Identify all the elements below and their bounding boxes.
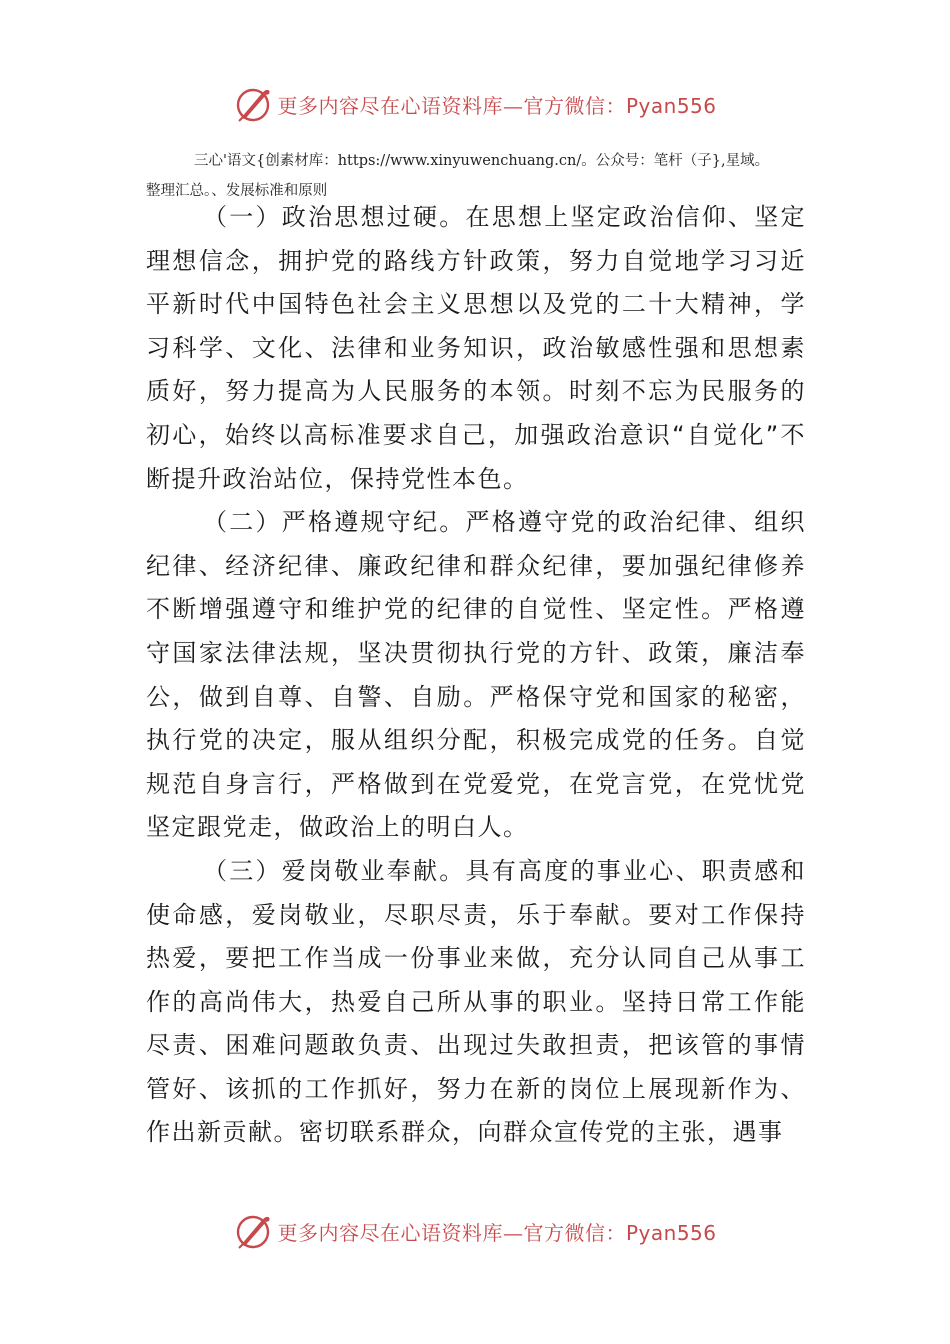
quill-pen-logo-icon [233,84,273,124]
paragraph-dedication: （三）爱岗敬业奉献。具有高度的事业心、职责感和使命感，爱岗敬业，尽职尽责，乐于奉献。要对工作保持热爱，要把工作当成一份事业来做，充分认同自己从事工作的高尚伟大，热爱自己所从事的职业。坚持日常工作能尽责、困难问题敢负责、出现过失敢担责，把该管的事情管好、该抓的工作抓好，努力在新的岗位上展现新作为、作出新贡献。密切联系群众，向群众宣传党的主张，遇事 [146,856,806,1147]
banner-main-text: 更多内容尽在心语资料库 [277,93,503,118]
banner-main-text: 更多内容尽在心语资料库 [277,1220,503,1245]
banner-separator: — [502,93,524,118]
document-body [146,196,806,1155]
banner-wechat-id: Pyan556 [625,1220,717,1245]
paragraph-discipline: （二）严格遵规守纪。严格遵守党的政治纪律、组织纪律、经济纪律、廉政纪律和群众纪律，要加强纪律修养不断增强遵守和维护党的纪律的自觉性、坚定性。严格遵守国家法律法规，坚决贯彻执行党的方针、政策，廉洁奉公，做到自尊、自警、自励。严格保守党和国家的秘密，执行党的决定，服从组织分配，积极完成党的任务。自觉规范自身言行，严格做到在党爱党，在党言党，在党忧党坚定跟党走，做政治上的明白人。 [146,508,806,842]
banner-wechat-label: 官方微信： [523,1220,626,1245]
banner-wechat-label: 官方微信： [523,93,626,118]
banner-wechat-id: Pyan556 [625,93,717,118]
header-note-line-1: 三心'语文{创素材库：https://www.xinyuwenchuang.cn/。公众号：笔杆（子},星域。 [194,153,770,169]
banner-text [277,1217,716,1246]
bottom-banner [0,1211,950,1251]
banner-separator: — [502,1220,524,1245]
header-note-line-2: 整理汇总。、发展标准和原则 [146,183,328,199]
quill-pen-logo-icon [233,1211,273,1251]
banner-text [277,90,716,119]
top-banner [0,84,950,124]
paragraph-political-thought: （一）政治思想过硬。在思想上坚定政治信仰、坚定理想信念，拥护党的路线方针政策，努力自觉地学习习近平新时代中国特色社会主义思想以及党的二十大精神，学习科学、文化、法律和业务知识，政治敏感性强和思想素质好，努力提高为人民服务的本领。时刻不忘为民服务的初心，始终以高标准要求自己，加强政治意识“自觉化”不断提升政治站位，保持党性本色。 [146,203,806,493]
